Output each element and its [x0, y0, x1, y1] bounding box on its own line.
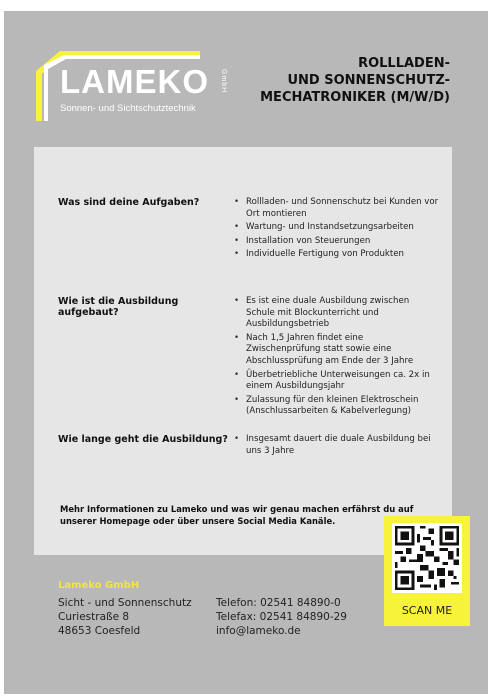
address-line: Curiestraße 8	[58, 611, 130, 623]
task-list	[234, 197, 439, 263]
company-name: Lameko GmbH	[58, 580, 140, 591]
list-item: • Insgesamt dauert die duale Ausbildung bei uns 3 Jahre	[234, 434, 439, 457]
list-item: • Es ist eine duale Ausbildung zwischen Schule mit Blockunterricht und Ausbildungsbetrieb	[234, 296, 439, 331]
lameko-logo	[30, 47, 240, 127]
logo-tagline: Sonnen- und Sichtschutztechnik	[60, 103, 196, 114]
structure-list	[234, 296, 439, 420]
address-line: 48653 Coesfeld	[58, 625, 141, 637]
fax-number: Telefax: 02541 84890-29	[216, 611, 347, 623]
company-address	[58, 596, 192, 638]
list-item: • Installation von Steuerungen	[234, 236, 439, 248]
phone-number: Telefon: 02541 84890-0	[216, 597, 341, 609]
list-item: • Nach 1,5 Jahren findet eine Zwischenprüfung statt sowie eine Abschlussprüfung am Ende der 3 Jahre	[234, 333, 439, 368]
job-title-line: ROLLLADEN-	[358, 56, 450, 71]
more-info-text: Mehr Informationen zu Lameko und was wir genau machen erfährst du auf unserer Homepage oder über unsere Social Media Kanäle.	[60, 504, 414, 526]
list-item: • Wartung- und Instandsetzungsarbeiten	[234, 222, 439, 234]
logo-gmbh: GmbH	[220, 69, 227, 94]
list-item: • Zulassung für den kleinen Elektroschein (Anschlussarbeiten & Kabelverlegung)	[234, 395, 439, 418]
flyer-page	[4, 11, 488, 694]
qr-code-icon	[392, 523, 462, 593]
scan-me-label: SCAN ME	[401, 604, 453, 617]
logo-wordmark: LAMEKO	[60, 63, 209, 100]
question-tasks: Was sind deine Aufgaben?	[58, 197, 200, 208]
qr-code[interactable]	[392, 523, 462, 593]
address-line: Sicht - und Sonnenschutz	[58, 597, 192, 609]
content-panel	[34, 147, 452, 555]
job-title-line: UND SONNENSCHUTZ-	[287, 73, 450, 88]
list-item: • Rollladen- und Sonnenschutz bei Kunden vor Ort montieren	[234, 197, 439, 220]
question-duration: Wie lange geht die Ausbildung?	[58, 434, 228, 445]
list-item: • Überbetriebliche Unterweisungen ca. 2x in einem Ausbildungsjahr	[234, 370, 439, 393]
email-link[interactable]: info@lameko.de	[216, 625, 301, 637]
job-title-line: MECHATRONIKER (M/W/D)	[260, 90, 450, 105]
qr-code-box[interactable]	[384, 516, 470, 626]
duration-list	[234, 434, 439, 459]
question-structure: Wie ist die Ausbildung aufgebaut?	[58, 296, 179, 318]
company-contact	[216, 596, 347, 638]
job-title	[230, 55, 450, 106]
list-item: • Individuelle Fertigung von Produkten	[234, 249, 439, 261]
